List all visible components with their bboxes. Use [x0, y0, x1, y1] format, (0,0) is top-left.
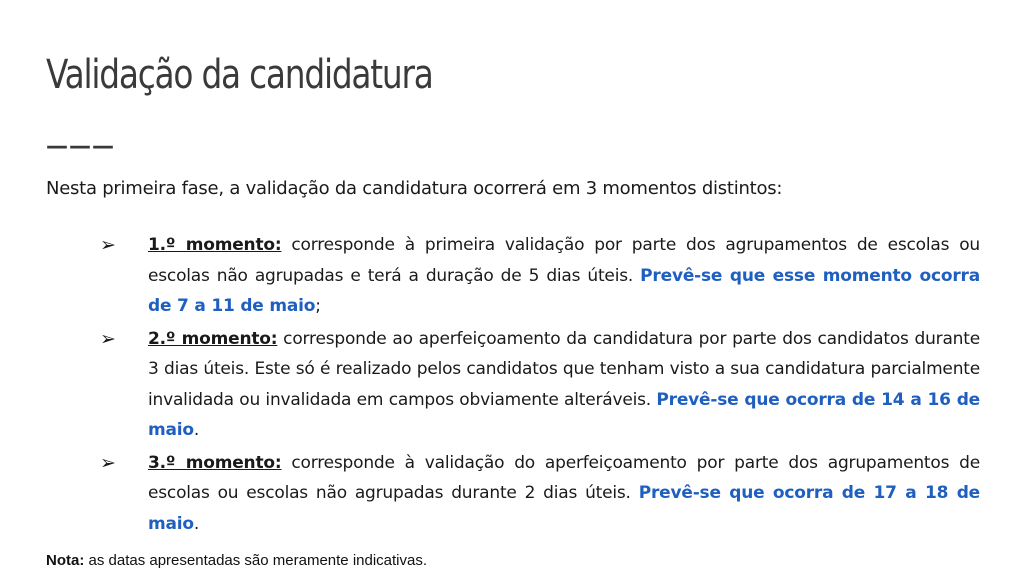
slide-title: Validação da candidatura [46, 52, 433, 98]
moment-end-punct: ; [315, 296, 321, 316]
arrow-bullet-icon: ➢ [100, 234, 116, 256]
footnote [46, 552, 427, 569]
moment-date-highlight: Prevê-se que ocorra de 14 a 16 de maio [148, 389, 980, 440]
moment-date-highlight: Prevê-se que ocorra de 17 a 18 de maio [148, 483, 980, 534]
moments-list [100, 230, 980, 541]
footnote-text: as datas apresentadas são meramente indicativas. [84, 552, 428, 569]
moment-description: corresponde à validação do aperfeiçoamento por parte dos agrupamentos de escolas ou escolas não agrupadas durante 2 dias úteis. [148, 452, 980, 503]
footnote-label: Nota: [46, 552, 85, 569]
list-item [100, 324, 980, 446]
list-item-text [148, 448, 980, 540]
list-item [100, 230, 980, 322]
arrow-bullet-icon: ➢ [100, 327, 116, 350]
arrow-bullet-icon: ➢ [100, 451, 116, 474]
list-item-text [148, 230, 980, 322]
intro-paragraph: Nesta primeira fase, a validação da candidatura ocorrerá em 3 momentos distintos: [46, 178, 783, 199]
moment-label: 2.º momento: [148, 328, 278, 349]
moment-label: 1.º momento: [148, 235, 282, 255]
title-underline-rule: ——— [46, 134, 115, 159]
list-item [100, 448, 980, 540]
list-item-text [148, 324, 980, 446]
moment-description: corresponde ao aperfeiçoamento da candidatura por parte dos candidatos durante 3 dias úteis. Este só é realizado pelos candidatos que tenham visto a sua candidatura parcialmente invalidada ou invalidada em campos obviamente alteráveis. [148, 328, 980, 410]
moment-description: corresponde à primeira validação por parte dos agrupamentos de escolas ou escolas não agrupadas e terá a duração de 5 dias úteis. [148, 235, 980, 286]
moment-end-punct: . [193, 420, 200, 440]
moment-label: 3.º momento: [148, 452, 282, 473]
moment-date-highlight: Prevê-se que esse momento ocorra de 7 a 11 de maio [148, 265, 980, 316]
moment-end-punct: . [193, 513, 200, 534]
